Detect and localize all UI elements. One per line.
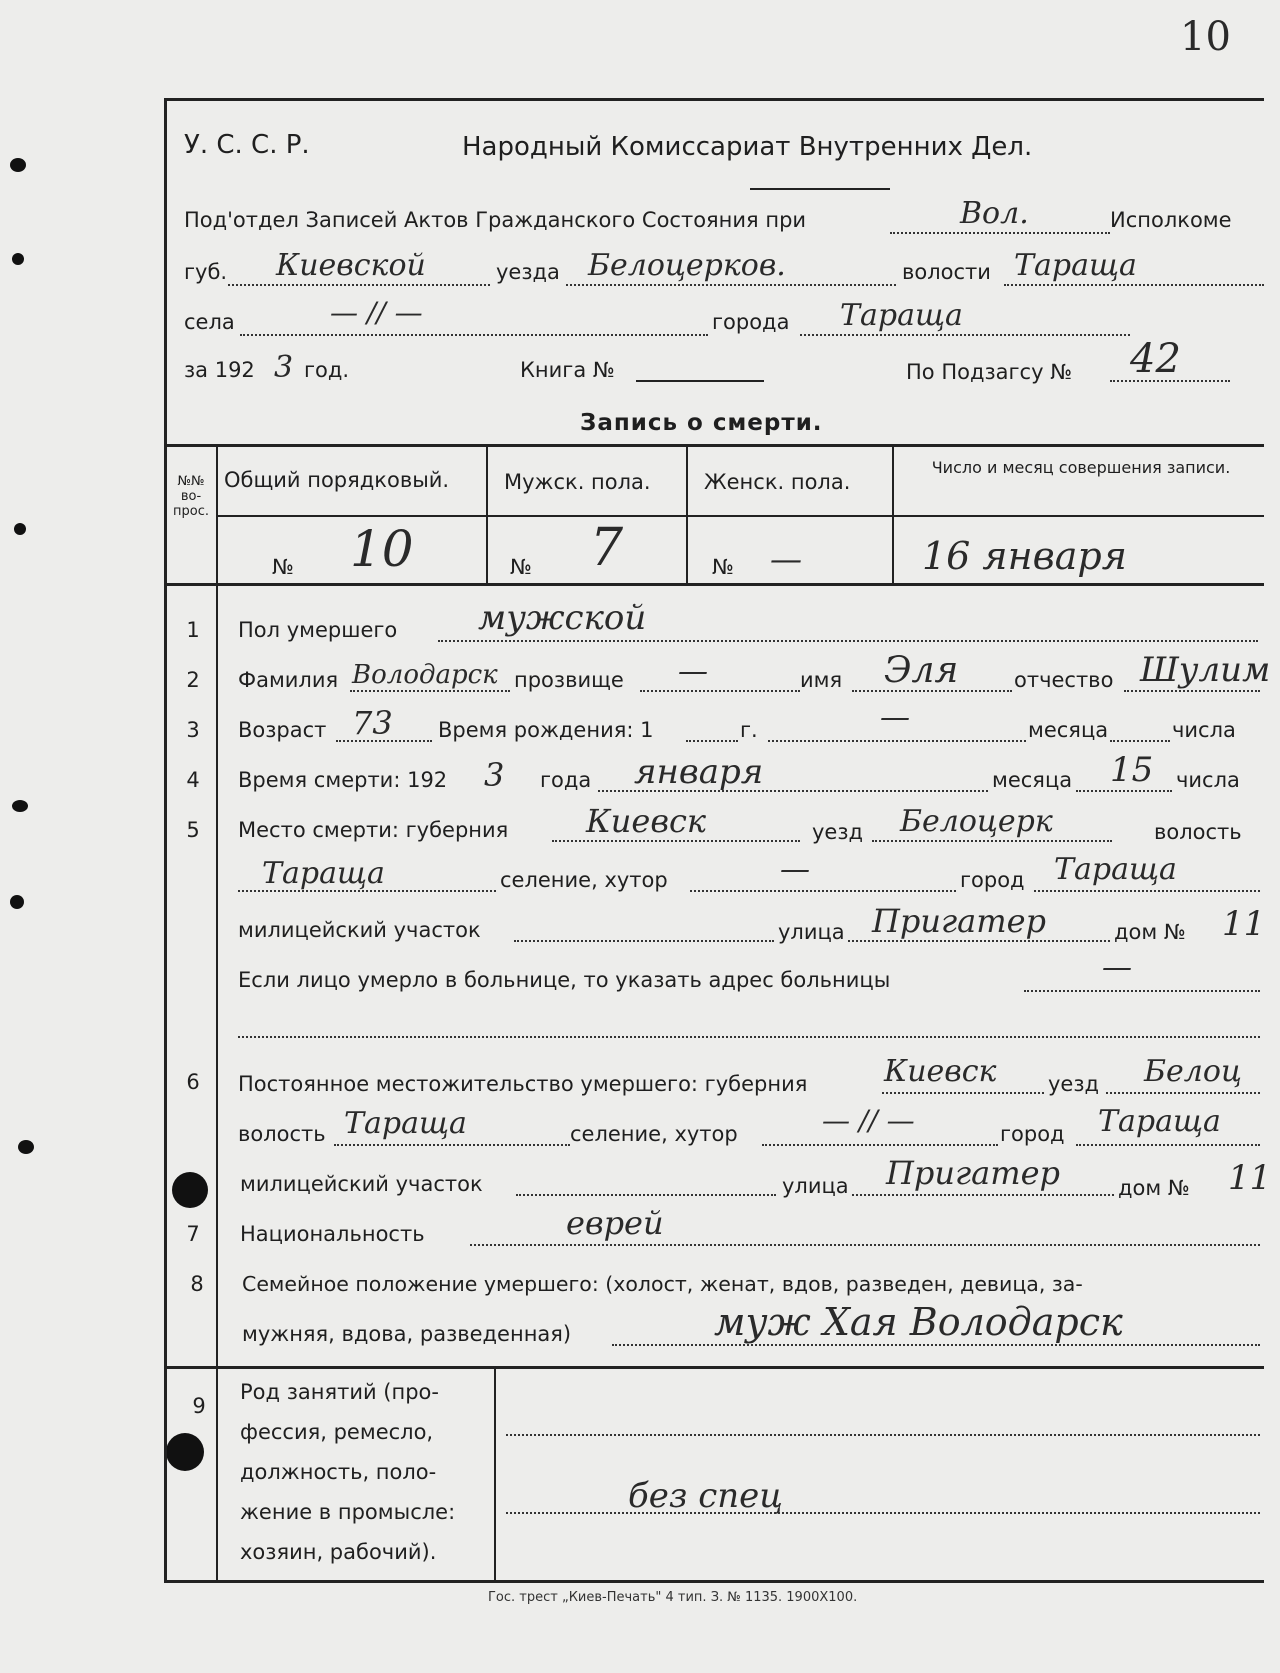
col-general: Общий порядковый. [224,468,450,492]
punch-hole-mark [12,253,24,265]
r6-volost-hand: Тараща [344,1106,467,1141]
r3-day-line [1110,740,1170,742]
q-number: 2 [186,668,200,692]
table-top-line [164,444,1264,447]
gub-label: губ. [184,260,228,284]
r6-selo-label: селение, хутор [570,1122,738,1146]
r5-militia-line [514,940,774,942]
r5-street-label: улица [778,920,845,944]
volost-label: волости [902,260,991,284]
col-date: Число и месяц совершения записи. [931,458,1231,477]
r8-label-2: мужняя, вдова, разведенная) [242,1322,572,1346]
r9-label-2: фессия, ремесло, [240,1420,434,1444]
r4-day-line [1076,790,1172,792]
r5-gub-line [552,840,800,842]
selo-line [240,334,708,336]
r6-street-line [852,1194,1114,1196]
r1-line [438,640,1258,642]
row9-divider [494,1368,496,1583]
volost-line [1004,284,1264,286]
col-male: Мужск. пола. [504,470,651,494]
r2-surname-hand: Володарск [352,660,498,690]
r3-month-label: месяца [1028,718,1109,742]
q-number: 6 [186,1070,200,1094]
r2-nick-line [640,690,800,692]
podzags-label: По Подзагсу № [906,360,1073,384]
r8-line [612,1344,1260,1346]
r6-uezd-hand: Белоц [1144,1054,1242,1089]
subdept-label: Под'отдел Записей Актов Гражданского Состояния при [184,208,807,232]
book-label: Книга № [520,358,615,382]
r5-selo-label: селение, хутор [500,868,668,892]
row9-top-line [164,1366,1264,1369]
r3-birth-line [686,740,738,742]
r3-age-label: Возраст [238,718,327,742]
r4-label: Время смерти: 192 [238,768,448,792]
gub-hand: Киевской [276,248,426,283]
r5-hospital-label: Если лицо умерло в больнице, то указать адрес больницы [238,968,891,992]
r3-month-line [768,740,1026,742]
question-column-line [216,446,218,1583]
r6-label: Постоянное местожительство умершего: губерния [238,1072,808,1096]
q-number: 5 [186,818,200,842]
female-no-label: № [712,555,734,579]
q-number: 7 [186,1222,200,1246]
r2-surname-line [350,690,510,692]
r6-house-label: дом № [1118,1176,1190,1200]
r6-uezd-line [1106,1092,1260,1094]
r6-street-hand: Пригатер [886,1154,1061,1192]
punch-hole-mark [10,158,26,172]
male-hand: 7 [590,518,624,578]
r5-house-label: дом № [1114,920,1186,944]
r3-age-hand: 73 [352,704,393,742]
r6-gorod-label: город [1000,1122,1065,1146]
male-no-label: № [510,555,532,579]
record-title: Запись о смерти. [580,410,823,436]
q-number: 1 [186,618,200,642]
col-questions: №№ во- прос. [173,474,209,519]
r5-volost-label: волость [1154,820,1242,844]
podzags-hand: 42 [1130,336,1181,382]
r8-label-1: Семейное положение умершего: (холост, женат, вдов, разведен, девица, за- [242,1272,1083,1296]
r3-g-label: г. [740,718,758,742]
r1-hand: мужской [478,598,647,638]
page-number: 10 [1180,14,1231,60]
r5-volost-hand: Тараща [262,856,385,891]
r6-selo-line [762,1144,998,1146]
commissariat-title: Народный Комиссариат Внутренних Дел. [462,132,1033,162]
r6-gorod-hand: Тараща [1098,1104,1221,1139]
uezd-hand: Белоцерков. [588,248,786,283]
r2-nick-hand: — [678,654,708,689]
subdept-line [890,232,1110,234]
r5-hospital-line-2 [238,1036,1260,1038]
r4-day-label: числа [1176,768,1240,792]
r9-label-3: должность, поло- [240,1460,437,1484]
r5-house-hand: 11 [1222,904,1266,944]
r2-patr-label: отчество [1014,668,1114,692]
uezd-line [566,284,896,286]
date-hand: 16 января [922,534,1127,578]
book-line [636,380,764,382]
r5-uezd-hand: Белоцерк [900,804,1053,839]
q-number: 4 [186,768,200,792]
punch-hole-mark [14,523,26,535]
printer-footer: Гос. трест „Киев-Печать" 4 тип. З. № 1135. 1900Х100. [488,1590,858,1605]
r9-line-1 [506,1434,1260,1436]
q-number: 9 [192,1394,206,1418]
general-hand: 10 [350,520,414,578]
r7-hand: еврей [566,1204,664,1242]
r5-hospital-line [1024,990,1260,992]
r4-year-label: года [540,768,592,792]
r5-uezd-label: уезд [812,820,864,844]
r5-gorod-label: город [960,868,1025,892]
r9-label-1: Род занятий (про- [240,1380,439,1404]
volost-hand: Тараща [1014,248,1137,283]
r8-hand: муж Хая Володарск [714,1300,1123,1344]
punch-hole-mark [18,1140,34,1154]
r9-line-2 [506,1512,1260,1514]
punch-hole-mark [12,800,28,812]
r6-gub-line [882,1092,1044,1094]
r5-street-hand: Пригатер [872,902,1047,940]
r6-militia-label: милицейский участок [240,1172,483,1196]
r5-selo-hand: — [780,852,810,887]
r6-house-hand: 11 [1228,1158,1272,1198]
table-bottom-line [164,583,1264,586]
r6-selo-hand: — // — [822,1104,915,1137]
r5-selo-line [690,890,956,892]
title-underline [750,188,890,190]
r6-volost-label: волость [238,1122,326,1146]
r5-hospital-hand: — [1102,950,1132,985]
r6-street-label: улица [782,1174,849,1198]
r6-gorod-line [1076,1144,1260,1146]
r9-label-4: жение в промысле: [240,1500,456,1524]
r7-label: Национальность [240,1222,425,1246]
col-female: Женск. пола. [704,470,851,494]
r6-militia-line [516,1194,776,1196]
year-label: за 192 [184,358,255,382]
selo-label: села [184,310,235,334]
r4-year-hand: 3 [484,756,505,794]
r5-gorod-hand: Тараща [1054,852,1177,887]
r2-nick-label: прозвище [514,668,624,692]
r7-line [470,1244,1260,1246]
subdept-hand: Вол. [960,196,1029,231]
q-number: 8 [190,1272,204,1296]
r9-hand: без спец [628,1476,784,1516]
r2-name-label: имя [800,668,843,692]
r4-month-label: месяца [992,768,1073,792]
r2-patr-line [1124,690,1260,692]
r5-label: Место смерти: губерния [238,818,509,842]
gorod-label: города [712,310,790,334]
r3-month-hand: — [880,700,910,735]
r1-label: Пол умершего [238,618,398,642]
r5-uezd-line [872,840,1112,842]
r2-surname-label: Фамилия [238,668,339,692]
r6-volost-line [334,1144,570,1146]
general-no-label: № [272,555,294,579]
r6-uezd-label: уезд [1048,1072,1100,1096]
q-number: 3 [186,718,200,742]
r3-birth-label: Время рождения: 1 [438,718,654,742]
uezd-label: уезда [496,260,560,284]
r5-militia-label: милицейский участок [238,918,481,942]
r4-month-hand: января [634,752,764,792]
gub-line [228,284,490,286]
r4-day-hand: 15 [1110,750,1154,790]
r6-gub-hand: Киевск [884,1054,997,1089]
r2-patr-hand: Шулим [1140,650,1271,690]
r9-label-5: хозяин, рабочий). [240,1540,437,1564]
republic-label: У. С. С. Р. [184,130,310,160]
r5-gub-hand: Киевск [586,802,706,840]
r3-day-label: числа [1172,718,1236,742]
punch-hole-mark [10,895,24,909]
r5-street-line [848,940,1110,942]
r2-name-hand: Эля [884,650,959,691]
year-suffix: год. [304,358,350,382]
female-hand: — [770,540,802,578]
r5-gorod-line [1034,890,1260,892]
gorod-line [800,334,1130,336]
year-hand: 3 [274,350,294,385]
selo-hand: — // — [330,296,423,329]
executive-label: Исполкоме [1110,208,1232,232]
header-row-line [218,515,1264,517]
gorod-hand: Тараща [840,298,963,333]
